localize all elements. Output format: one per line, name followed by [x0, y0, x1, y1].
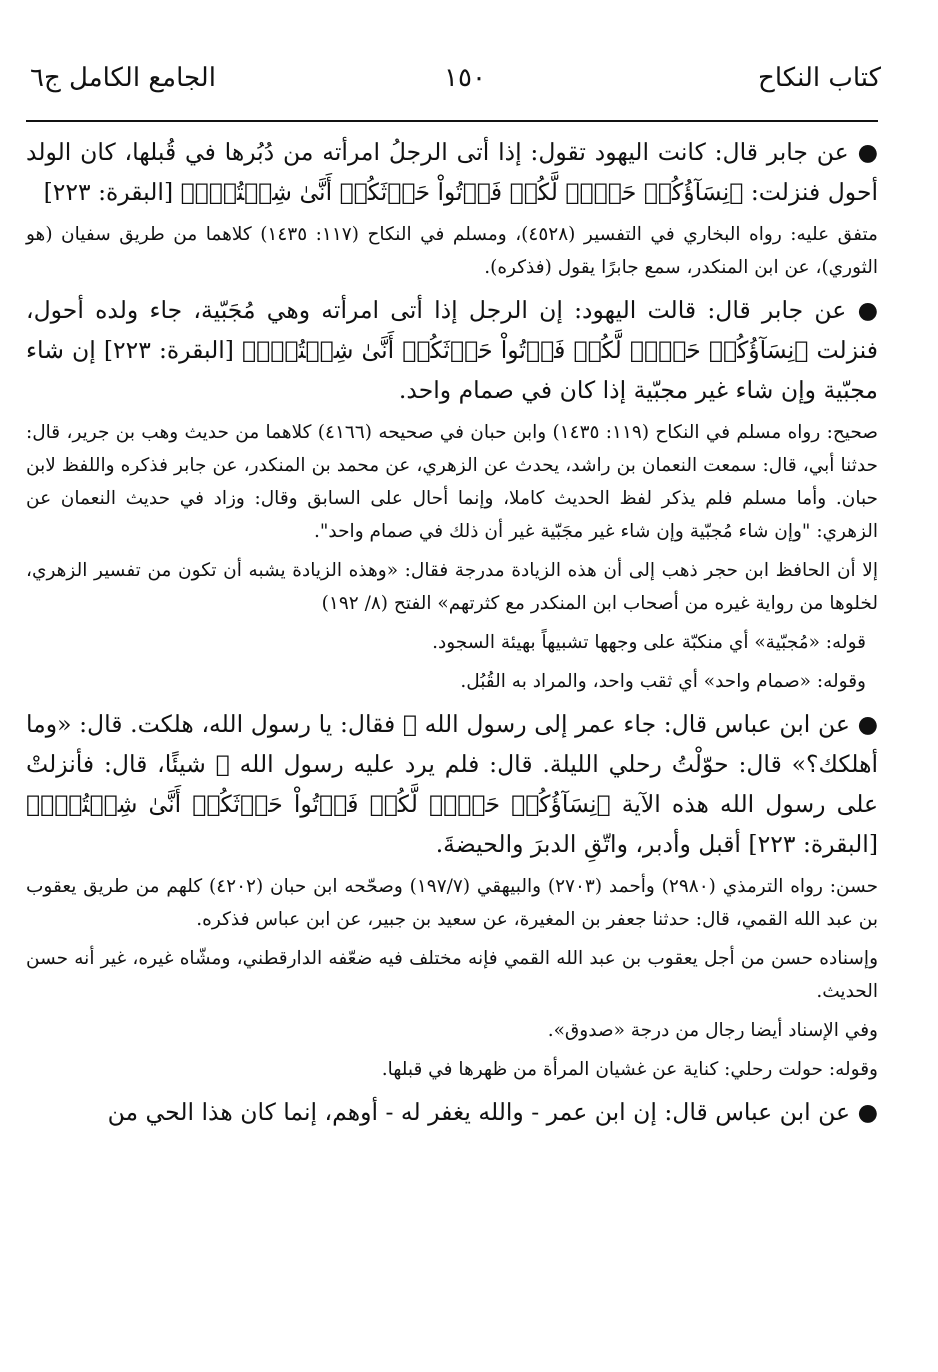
- takhrij-note: حسن: رواه الترمذي (٢٩٨٠) وأحمد (٢٧٠٣) والبيهقي (١٩٧/٧) وصحّحه ابن حبان (٤٢٠٢) كلهم من طريق يعقوب بن عبد الله القمي، قال: حدثنا جعفر بن المغيرة، عن سعيد بن جبير، عن ابن عباس فذكره.: [26, 876, 879, 930]
- gloss-note: قوله: «مُجبّية» أي منكبّة على وجهها تشبيهاً بهيئة السجود.: [432, 632, 866, 653]
- hadith-paragraph: ● عن ابن عباس قال: جاء عمر إلى رسول الله ﷺ فقال: يا رسول الله، هلكت. قال: «وما أهلكك؟» قال: حوّلْتُ رحلي الليلة. قال: فلم يرد عليه رسول الله ﷺ شيئًا، قال: فأنزلتْ على رسول الله هذه الآية ﴿نِسَآؤُكُمۡ حَرۡثٞ لَّكُمۡ فَأۡتُواْ حَرۡثَكُمۡ أَنَّىٰ شِئۡتُمۡۖ﴾ [البقرة: ٢٢٣] أقبل وأدبر، واتّقِ الدبرَ والحيضةَ.: [26, 710, 878, 858]
- header-divider: [26, 120, 878, 122]
- commentary-note: إلا أن الحافظ ابن حجر ذهب إلى أن هذه الزيادة مدرجة فقال: «وهذه الزيادة يشبه أن تكون من تفسير الزهري، لخلوها من رواية غيره من أصحاب ابن المنكدر مع كثرتهم» الفتح (٨/ ١٩٢): [26, 560, 878, 614]
- page-number: ١٥٠: [444, 63, 486, 93]
- takhrij-note: متفق عليه: رواه البخاري في التفسير (٤٥٢٨)، ومسلم في النكاح (١١٧: ١٤٣٥) كلاهما من طريق سفيان (هو الثوري)، عن ابن المنكدر، سمع جابرًا يقول (فذكره).: [26, 224, 878, 278]
- commentary-note: وإسناده حسن من أجل يعقوب بن عبد الله القمي فإنه مختلف فيه ضعّفه الدارقطني، ومشّاه غيره، غير أنه حسن الحديث.: [26, 948, 878, 1002]
- gloss-note: وقوله: حولت رحلي: كناية عن غشيان المرأة من ظهرها في قبلها.: [381, 1059, 878, 1080]
- takhrij-note: صحيح: رواه مسلم في النكاح (١١٩: ١٤٣٥) وابن حبان في صحيحه (٤١٦٦) كلاهما من حديث وهب بن جرير، قال: حدثنا أبي، قال: سمعت النعمان بن راشد، يحدث عن الزهري، عن محمد بن المنكدر، عن جابر فذكره واللفظ لابن حبان. وأما مسلم فلم يذكر لفظ الحديث كاملا، وإنما أحال على السابق وقال: وزاد في حديث النعمان عن الزهري: "وإن شاء مُجبّية وإن شاء غير مجَبّية غير أن ذلك في صمام واحد".: [26, 422, 878, 542]
- page-body: [26, 132, 878, 1138]
- commentary-note: وفي الإسناد أيضا رجال من درجة «صدوق».: [547, 1020, 878, 1041]
- running-header-collection-title: الجامع الكامل ج٦: [30, 63, 216, 93]
- hadith-paragraph: ● عن جابر قال: كانت اليهود تقول: إذا أتى الرجلُ امرأته من دُبُرها في قُبلها، كان الولد أحول فنزلت: ﴿نِسَآؤُكُمۡ حَرۡثٞ لَّكُمۡ فَأۡتُواْ حَرۡثَكُمۡ أَنَّىٰ شِئۡتُمۡۖ﴾ [البقرة: ٢٢٣]: [26, 138, 878, 206]
- hadith-paragraph: ● عن ابن عباس قال: إن ابن عمر - والله يغفر له - أوهم، إنما كان هذا الحي من: [107, 1098, 878, 1126]
- running-header-book-title: كتاب النكاح: [758, 63, 881, 93]
- hadith-paragraph: ● عن جابر قال: قالت اليهود: إن الرجل إذا أتى امرأته وهي مُجَبّية، جاء ولده أحول، فنزلت ﴿نِسَآؤُكُمۡ حَرۡثٞ لَّكُمۡ فَأۡتُواْ حَرۡثَكُمۡ أَنَّىٰ شِئۡتُمۡۖ﴾ [البقرة: ٢٢٣] إن شاء مجبّية وإن شاء غير مجبّية إذا كان في صمام واحد.: [26, 296, 878, 404]
- gloss-note: وقوله: «صمام واحد» أي ثقب واحد، والمراد به القُبُل.: [460, 671, 866, 692]
